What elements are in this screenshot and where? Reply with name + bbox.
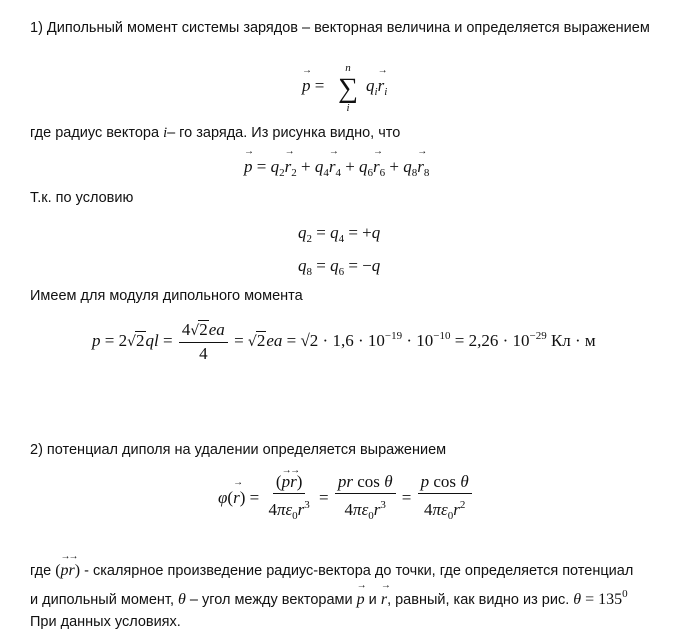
where2-text-b: - скалярное произведение радиус-вектора до точки, где определяется потенциал xyxy=(80,563,634,579)
sum-symbol: n ∑ i xyxy=(338,62,358,114)
line2-a: и дипольный момент, xyxy=(30,592,179,608)
section1-intro: 1) Дипольный момент системы зарядов – векторная величина и определяется выражением xyxy=(30,20,650,36)
modulus-formula: p = 2√2ql = $\frac{4√2ea}{4}$ = $√2ea = √2 \cdot 1,6 \cdot 10^{-19} \cdot 10^{-10} = 2,26 \cdot 10^{-29}$ Кл · м xyxy=(92,320,596,363)
line2-d: , равный, как видно из рис. xyxy=(387,592,574,608)
p-vector-lhs: → p = xyxy=(302,76,324,96)
where-text-a: где радиус вектора xyxy=(30,125,164,141)
section2-angle-line: и дипольный момент, θ – угол между векторами → p и → r, равный, как видно из рис. $\theta = 135^0$ xyxy=(30,588,628,609)
unit: Кл · м xyxy=(550,330,596,350)
line2-c: и xyxy=(364,592,381,608)
charges-equal-positive: $q_2 = q_4 = +q$ xyxy=(298,223,381,245)
where2-text-a: где xyxy=(30,563,56,579)
modulus-fraction: $\frac{4√2ea}{4}$ xyxy=(179,320,228,364)
section2-where: где (→ p→ r) - скалярное произведение радиус-вектора до точки, где определяется потенциал xyxy=(30,562,633,580)
potential-formula: φ(→ r) = $\frac{(\to p\to r)}{4\pi\varepsilon_0r^3}$ = $\frac{\text{pr cos θ}}{4\pi\varepsilon_0r^3}$ = $\frac{\text{p cos θ}}{4\pi\varepsilon_0r^2}$ xyxy=(218,472,474,526)
where-text-b: – го заряда. Из рисунка видно, что xyxy=(167,125,401,141)
sum-term: $q_i\to r_i$ xyxy=(366,76,387,98)
modulus-intro: Имеем для модуля дипольного момента xyxy=(30,288,303,304)
angle-value: 135 xyxy=(598,591,623,608)
line2-b: – угол между векторами xyxy=(185,592,357,608)
modulus-result: = √2 · 1,6 · 10 xyxy=(286,330,385,350)
charges-equal-negative: $q_8 = q_6 = -q$ xyxy=(298,256,381,278)
where-var: i xyxy=(163,125,168,141)
condition-text: Т.к. по условию xyxy=(30,190,134,206)
section1-where xyxy=(30,125,400,142)
final-text: При данных условиях. xyxy=(30,614,181,630)
dipole-expansion-formula: → $p = q_2\to r_2 + q_4\to r_4 + q_6\to r_6 + q_8\to r_8$ xyxy=(244,157,429,179)
section2-intro: 2) потенциал диполя на удалении определяется выражением xyxy=(30,442,447,458)
